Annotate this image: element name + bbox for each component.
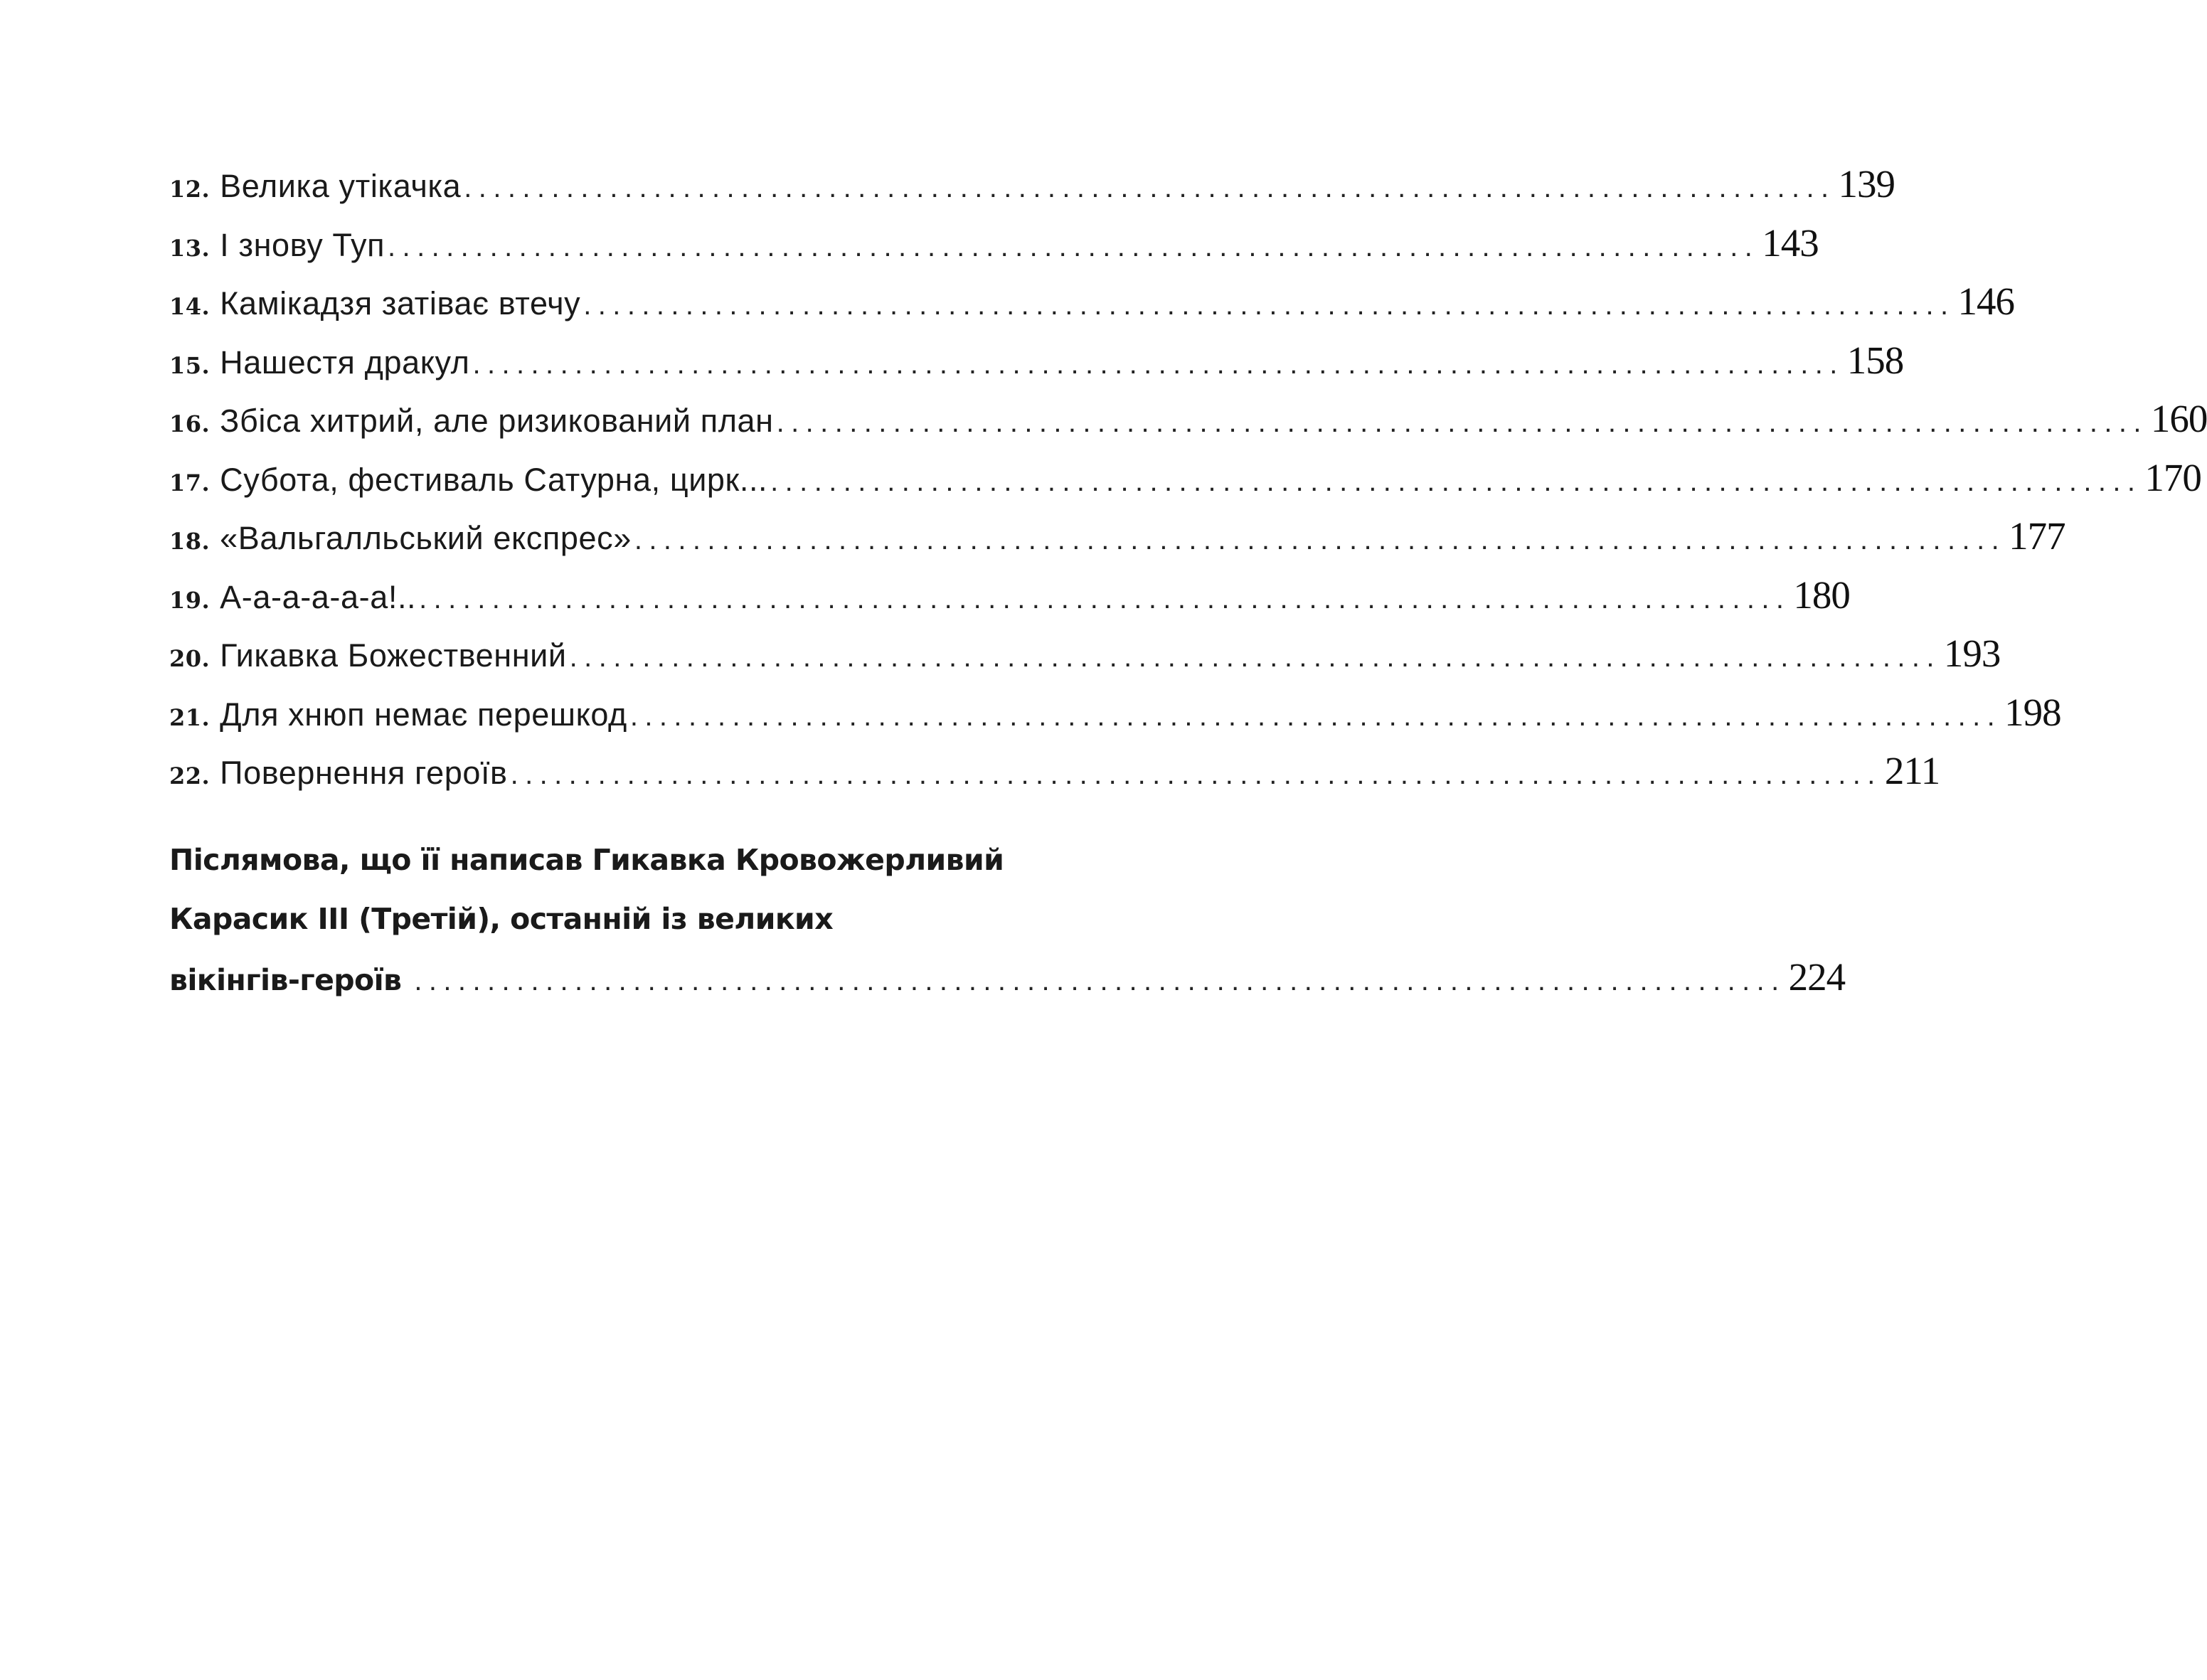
dot-leader: .............................................................................................. [388,230,1760,262]
chapter-number: 14. [169,293,211,320]
dot-leader: .............................................................................................. [770,465,2142,497]
page-number: 160 [2150,397,2207,440]
chapter-title: «Вальгалльський експрес» [220,520,632,556]
toc-entry[interactable] [169,214,1819,273]
page-number: 193 [1943,632,2001,675]
dot-leader: .............................................................................................. [419,583,1791,615]
dot-leader: .............................................................................................. [414,965,1786,996]
chapter-number: 17. [169,469,211,496]
page-number: 143 [1762,220,1819,265]
page-number: 211 [1884,749,1940,792]
chapter-number: 22. [169,762,211,790]
chapter-title: І знову Туп [220,226,385,263]
toc-entry[interactable] [169,742,1940,801]
page-number: 146 [1957,280,2015,323]
chapter-title: Гикавка Божественний [220,637,567,674]
dot-leader: .............................................................................................. [583,289,1955,321]
page-number: 198 [2004,690,2061,734]
chapter-number: 19. [169,586,211,614]
toc-entry[interactable] [169,507,2065,566]
toc-entry[interactable] [169,449,2201,508]
chapter-number: 15. [169,351,211,379]
page-number: 158 [1846,338,1904,382]
chapter-title: Повернення героїв [220,755,508,791]
chapter-title: Велика утікачка [220,168,462,204]
toc-entry[interactable] [169,331,1904,390]
afterword-title-line [169,948,1846,1007]
chapter-title: Камікадзя затіває втечу [220,285,581,321]
chapter-title: А-а-а-а-а-а!.. [220,578,417,615]
afterword-title-line: Карасик ІІІ (Третій), останній із великих [169,901,834,936]
chapter-number: 16. [169,410,211,437]
chapter-title: Збіса хитрий, але ризикований план [220,403,774,439]
page-number: 170 [2144,455,2201,499]
toc-entry[interactable] [169,390,2207,449]
page-number: 224 [1788,955,1846,999]
dot-leader: .............................................................................................. [464,172,1836,203]
chapter-number: 12. [169,176,211,203]
toc-entry[interactable] [169,566,1850,625]
dot-leader: .............................................................................................. [510,759,1882,790]
dot-leader: .............................................................................................. [472,348,1844,380]
chapter-title: Для хнюп немає перешкод [220,696,627,733]
page-number: 177 [2009,514,2065,558]
toc-entry[interactable] [169,624,2001,684]
dot-leader: .............................................................................................. [634,524,2006,555]
page-number: 180 [1793,573,1850,617]
chapter-title: Субота, фестиваль Сатурна, цирк... [220,461,768,498]
afterword-title-end: вікінгів-героїв [169,963,402,997]
toc-entry[interactable] [169,684,2061,743]
afterword-entry[interactable] [169,831,1846,1007]
chapter-number: 21. [169,703,211,731]
chapter-number: 13. [169,234,211,262]
dot-leader: .............................................................................................. [569,642,1941,673]
toc-entry[interactable] [169,272,2015,331]
dot-leader: .............................................................................................. [629,700,2002,732]
chapter-number: 18. [169,528,211,555]
chapter-title: Нашестя дракул [220,344,470,381]
afterword-title-line: Післямова, що її написав Гикавка Кровожерливий [169,843,1004,877]
chapter-number: 20. [169,645,211,672]
toc-entry[interactable] [169,155,1895,214]
table-of-contents [169,155,2207,801]
dot-leader: .............................................................................................. [776,407,2148,438]
page-number: 139 [1838,162,1895,206]
